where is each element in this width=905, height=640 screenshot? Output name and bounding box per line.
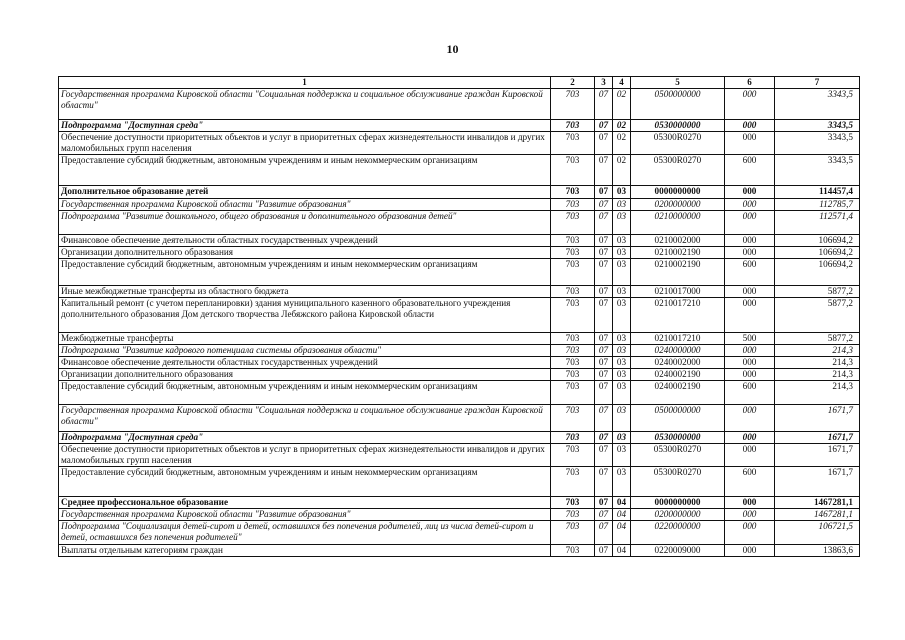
cell-admin-code: 703 [551, 432, 595, 444]
cell-target-article: 0210000000 [631, 211, 725, 235]
cell-section: 07 [595, 235, 613, 247]
cell-amount: 1467281,1 [775, 497, 860, 509]
cell-subsection: 02 [613, 155, 631, 186]
cell-expense-type: 000 [725, 444, 775, 467]
cell-section: 07 [595, 199, 613, 211]
cell-admin-code: 703 [551, 467, 595, 497]
cell-amount: 1671,7 [775, 405, 860, 432]
cell-subsection: 03 [613, 333, 631, 345]
cell-expense-type: 000 [725, 186, 775, 199]
cell-name: Организации дополнительного образования [59, 369, 551, 381]
cell-admin-code: 703 [551, 186, 595, 199]
cell-amount: 214,3 [775, 345, 860, 357]
cell-name: Подпрограмма "Доступная среда" [59, 432, 551, 444]
cell-subsection: 04 [613, 521, 631, 545]
cell-amount: 214,3 [775, 381, 860, 405]
cell-target-article: 05300R0270 [631, 155, 725, 186]
cell-name: Капитальный ремонт (с учетом перепланировки) здания муниципального казенного образовательного учреждения дополнительного образования Дом детского творчества Лебяжского района Кировской области [59, 298, 551, 333]
cell-expense-type: 600 [725, 467, 775, 497]
cell-admin-code: 703 [551, 357, 595, 369]
table-row [59, 120, 860, 132]
cell-amount: 112785,7 [775, 199, 860, 211]
cell-admin-code: 703 [551, 132, 595, 155]
cell-name: Выплаты отдельным категориям граждан [59, 545, 551, 557]
cell-expense-type: 000 [725, 369, 775, 381]
cell-target-article: 0240002190 [631, 369, 725, 381]
header-cell-subsection: 4 [613, 77, 631, 89]
cell-subsection: 03 [613, 444, 631, 467]
cell-target-article: 0000000000 [631, 186, 725, 199]
cell-amount: 5877,2 [775, 333, 860, 345]
table-row [59, 186, 860, 199]
cell-subsection: 03 [613, 345, 631, 357]
cell-target-article: 0220009000 [631, 545, 725, 557]
cell-section: 07 [595, 357, 613, 369]
cell-subsection: 02 [613, 132, 631, 155]
cell-expense-type: 600 [725, 155, 775, 186]
cell-name: Подпрограмма "Развитие кадрового потенциала системы образования области" [59, 345, 551, 357]
cell-admin-code: 703 [551, 405, 595, 432]
cell-subsection: 03 [613, 186, 631, 199]
cell-expense-type: 000 [725, 345, 775, 357]
cell-admin-code: 703 [551, 381, 595, 405]
table-row [59, 509, 860, 521]
table-row [59, 381, 860, 405]
cell-amount: 3343,5 [775, 132, 860, 155]
cell-name: Государственная программа Кировской области "Социальная поддержка и социальное обслуживание граждан Кировской области" [59, 405, 551, 432]
table-row [59, 432, 860, 444]
table-row [59, 444, 860, 467]
cell-subsection: 03 [613, 235, 631, 247]
header-cell-target-article: 5 [631, 77, 725, 89]
cell-section: 07 [595, 545, 613, 557]
table-row [59, 345, 860, 357]
cell-expense-type: 000 [725, 509, 775, 521]
cell-name: Государственная программа Кировской области "Развитие образования" [59, 509, 551, 521]
cell-name: Иные межбюджетные трансферты из областного бюджета [59, 286, 551, 298]
header-cell-section: 3 [595, 77, 613, 89]
cell-subsection: 04 [613, 545, 631, 557]
cell-target-article: 0000000000 [631, 497, 725, 509]
header-cell-admin-code: 2 [551, 77, 595, 89]
cell-target-article: 0210002190 [631, 247, 725, 259]
cell-amount: 106721,5 [775, 521, 860, 545]
table-row [59, 369, 860, 381]
cell-expense-type: 000 [725, 286, 775, 298]
table-row [59, 247, 860, 259]
table-row [59, 405, 860, 432]
cell-amount: 214,3 [775, 357, 860, 369]
cell-amount: 1467281,1 [775, 509, 860, 521]
cell-amount: 106694,2 [775, 247, 860, 259]
table-row [59, 357, 860, 369]
cell-admin-code: 703 [551, 247, 595, 259]
cell-subsection: 03 [613, 405, 631, 432]
table-row [59, 132, 860, 155]
table-row [59, 89, 860, 120]
cell-admin-code: 703 [551, 89, 595, 120]
cell-amount: 214,3 [775, 369, 860, 381]
cell-admin-code: 703 [551, 286, 595, 298]
cell-admin-code: 703 [551, 345, 595, 357]
cell-expense-type: 600 [725, 381, 775, 405]
table-row [59, 235, 860, 247]
cell-target-article: 05300R0270 [631, 132, 725, 155]
cell-target-article: 05300R0270 [631, 444, 725, 467]
cell-amount: 106694,2 [775, 259, 860, 286]
cell-name: Дополнительное образование детей [59, 186, 551, 199]
cell-name: Финансовое обеспечение деятельности областных государственных учреждений [59, 235, 551, 247]
cell-admin-code: 703 [551, 259, 595, 286]
table-row [59, 521, 860, 545]
cell-expense-type: 000 [725, 199, 775, 211]
cell-name: Предоставление субсидий бюджетным, автономным учреждениям и иным некоммерческим организациям [59, 467, 551, 497]
cell-name: Государственная программа Кировской области "Развитие образования" [59, 199, 551, 211]
cell-amount: 1671,7 [775, 432, 860, 444]
cell-target-article: 0240002190 [631, 381, 725, 405]
cell-target-article: 0200000000 [631, 509, 725, 521]
cell-target-article: 0210002190 [631, 259, 725, 286]
cell-subsection: 03 [613, 381, 631, 405]
cell-target-article: 0500000000 [631, 89, 725, 120]
cell-expense-type: 000 [725, 89, 775, 120]
header-cell-expense-type: 6 [725, 77, 775, 89]
cell-target-article: 0210017000 [631, 286, 725, 298]
cell-amount: 5877,2 [775, 298, 860, 333]
cell-name: Подпрограмма "Социализация детей-сирот и детей, оставшихся без попечения родителей, лиц из числа детей-сирот и детей, оставшихся без попечения родителей" [59, 521, 551, 545]
cell-section: 07 [595, 509, 613, 521]
cell-target-article: 0210017210 [631, 298, 725, 333]
cell-name: Подпрограмма "Доступная среда" [59, 120, 551, 132]
cell-amount: 13863,6 [775, 545, 860, 557]
cell-section: 07 [595, 405, 613, 432]
cell-subsection: 03 [613, 247, 631, 259]
table-row [59, 259, 860, 286]
cell-target-article: 0530000000 [631, 120, 725, 132]
cell-admin-code: 703 [551, 509, 595, 521]
cell-section: 07 [595, 333, 613, 345]
table-row [59, 545, 860, 557]
cell-name: Обеспечение доступности приоритетных объектов и услуг в приоритетных сферах жизнедеятельности инвалидов и других маломобильных групп населения [59, 444, 551, 467]
cell-section: 07 [595, 298, 613, 333]
cell-name: Среднее профессиональное образование [59, 497, 551, 509]
cell-section: 07 [595, 521, 613, 545]
cell-amount: 5877,2 [775, 286, 860, 298]
table-row [59, 211, 860, 235]
table-row [59, 333, 860, 345]
cell-amount: 3343,5 [775, 89, 860, 120]
cell-admin-code: 703 [551, 333, 595, 345]
cell-admin-code: 703 [551, 235, 595, 247]
cell-target-article: 0200000000 [631, 199, 725, 211]
cell-admin-code: 703 [551, 199, 595, 211]
cell-admin-code: 703 [551, 497, 595, 509]
table-row [59, 497, 860, 509]
cell-target-article: 0500000000 [631, 405, 725, 432]
cell-subsection: 03 [613, 298, 631, 333]
cell-name: Подпрограмма "Развитие дошкольного, общего образования и дополнительного образования детей" [59, 211, 551, 235]
cell-section: 07 [595, 259, 613, 286]
cell-section: 07 [595, 467, 613, 497]
cell-name: Обеспечение доступности приоритетных объектов и услуг в приоритетных сферах жизнедеятельности инвалидов и других маломобильных групп населения [59, 132, 551, 155]
cell-section: 07 [595, 120, 613, 132]
cell-expense-type: 500 [725, 333, 775, 345]
cell-section: 07 [595, 286, 613, 298]
cell-name: Предоставление субсидий бюджетным, автономным учреждениям и иным некоммерческим организациям [59, 259, 551, 286]
cell-section: 07 [595, 381, 613, 405]
cell-section: 07 [595, 211, 613, 235]
cell-admin-code: 703 [551, 211, 595, 235]
cell-name: Организации дополнительного образования [59, 247, 551, 259]
table-row [59, 199, 860, 211]
table-row [59, 155, 860, 186]
cell-name: Межбюджетные трансферты [59, 333, 551, 345]
cell-amount: 106694,2 [775, 235, 860, 247]
cell-expense-type: 000 [725, 120, 775, 132]
cell-target-article: 0220000000 [631, 521, 725, 545]
cell-subsection: 03 [613, 259, 631, 286]
cell-subsection: 04 [613, 497, 631, 509]
cell-expense-type: 000 [725, 132, 775, 155]
cell-subsection: 02 [613, 89, 631, 120]
cell-name: Предоставление субсидий бюджетным, автономным учреждениям и иным некоммерческим организациям [59, 381, 551, 405]
cell-expense-type: 000 [725, 521, 775, 545]
cell-admin-code: 703 [551, 545, 595, 557]
cell-section: 07 [595, 432, 613, 444]
table-row [59, 467, 860, 497]
cell-subsection: 03 [613, 357, 631, 369]
cell-name: Финансовое обеспечение деятельности областных государственных учреждений [59, 357, 551, 369]
cell-section: 07 [595, 345, 613, 357]
cell-amount: 3343,5 [775, 155, 860, 186]
cell-target-article: 0530000000 [631, 432, 725, 444]
cell-admin-code: 703 [551, 155, 595, 186]
cell-amount: 3343,5 [775, 120, 860, 132]
cell-subsection: 04 [613, 509, 631, 521]
cell-target-article: 0240002000 [631, 357, 725, 369]
cell-expense-type: 000 [725, 235, 775, 247]
cell-target-article: 0210017210 [631, 333, 725, 345]
cell-name: Предоставление субсидий бюджетным, автономным учреждениям и иным некоммерческим организациям [59, 155, 551, 186]
cell-admin-code: 703 [551, 444, 595, 467]
header-cell-amount: 7 [775, 77, 860, 89]
table-row [59, 298, 860, 333]
cell-section: 07 [595, 132, 613, 155]
cell-subsection: 03 [613, 199, 631, 211]
cell-amount: 112571,4 [775, 211, 860, 235]
page-number: 10 [446, 42, 459, 56]
cell-admin-code: 703 [551, 521, 595, 545]
cell-target-article: 0210002000 [631, 235, 725, 247]
cell-subsection: 02 [613, 120, 631, 132]
cell-amount: 1671,7 [775, 444, 860, 467]
cell-section: 07 [595, 89, 613, 120]
cell-expense-type: 000 [725, 298, 775, 333]
cell-expense-type: 000 [725, 357, 775, 369]
cell-section: 07 [595, 497, 613, 509]
cell-section: 07 [595, 186, 613, 199]
cell-subsection: 03 [613, 211, 631, 235]
cell-expense-type: 600 [725, 259, 775, 286]
cell-expense-type: 000 [725, 545, 775, 557]
cell-expense-type: 000 [725, 247, 775, 259]
cell-expense-type: 000 [725, 405, 775, 432]
table-row [59, 286, 860, 298]
budget-table [58, 76, 860, 557]
header-cell-name: 1 [59, 77, 551, 89]
cell-subsection: 03 [613, 432, 631, 444]
cell-expense-type: 000 [725, 497, 775, 509]
cell-section: 07 [595, 155, 613, 186]
cell-expense-type: 000 [725, 432, 775, 444]
cell-subsection: 03 [613, 467, 631, 497]
cell-target-article: 0240000000 [631, 345, 725, 357]
cell-target-article: 05300R0270 [631, 467, 725, 497]
cell-section: 07 [595, 247, 613, 259]
cell-admin-code: 703 [551, 120, 595, 132]
cell-subsection: 03 [613, 369, 631, 381]
cell-section: 07 [595, 444, 613, 467]
cell-admin-code: 703 [551, 369, 595, 381]
table-header-row [59, 77, 860, 89]
cell-amount: 114457,4 [775, 186, 860, 199]
cell-name: Государственная программа Кировской области "Социальная поддержка и социальное обслуживание граждан Кировской области" [59, 89, 551, 120]
cell-admin-code: 703 [551, 298, 595, 333]
cell-expense-type: 000 [725, 211, 775, 235]
cell-amount: 1671,7 [775, 467, 860, 497]
cell-section: 07 [595, 369, 613, 381]
cell-subsection: 03 [613, 286, 631, 298]
